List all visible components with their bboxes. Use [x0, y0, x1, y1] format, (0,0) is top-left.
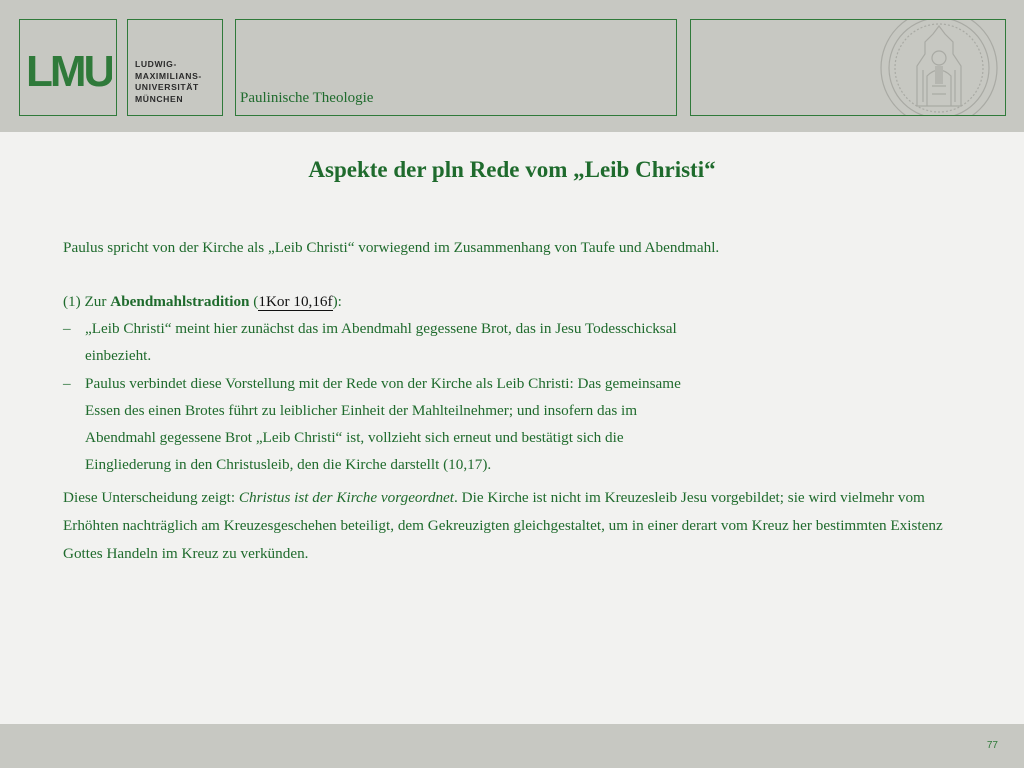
course-title-box: [235, 19, 677, 116]
closing-paragraph: [63, 484, 958, 568]
university-name-line: UNIVERSITÄT: [135, 82, 199, 92]
university-name-line: LUDWIG-: [135, 59, 177, 69]
bullet-item: [63, 370, 685, 479]
logo-box: [19, 19, 117, 116]
bullet-dash: –: [63, 374, 71, 392]
slide-content: [63, 234, 963, 568]
university-name-line: MÜNCHEN: [135, 93, 184, 104]
university-name: [135, 59, 202, 105]
intro-paragraph: Paulus spricht von der Kirche als „Leib Christi“ vorwiegend im Zusammenhang von Taufe und Abendmahl.: [63, 239, 720, 256]
section-bold-term: Abendmahlstradition: [110, 293, 250, 310]
section-prefix: (1) Zur: [63, 293, 111, 310]
bullet-text: Paulus verbindet diese Vorstellung mit der Rede von der Kirche als Leib Christi: Das gemeinsame Essen des einen Brotes führt zu leiblicher Einheit der Mahlteilnehmer; und insofern das im Abendmahl gegessene Brot „Leib Christi“ ist, vollzieht sich erneut und bestätigt sich die Eingliederung in den Christusleib, den die Kirche darstellt (10,17).: [85, 374, 681, 474]
closing-prefix: Diese Unterscheidung zeigt:: [63, 488, 239, 506]
section-suffix: ):: [332, 293, 342, 310]
footer-band: [0, 724, 1024, 768]
bullet-dash: –: [63, 320, 71, 337]
header-band: [0, 0, 1024, 132]
bullet-text: „Leib Christi“ meint hier zunächst das im Abendmahl gegessene Brot, das in Jesu Todesschicksal einbezieht.: [85, 320, 677, 365]
logo-text: LMU: [26, 50, 112, 90]
university-name-line: MAXIMILIANS-: [135, 70, 202, 81]
lmu-logo-icon: [26, 50, 112, 90]
closing-suffix: . Die Kirche ist nicht im Kreuzesleib Jesu vorgebildet; sie wird vielmehr vom Erhöhten nachträglich am Kreuzesgeschehen beteiligt, dem Gekreuzigten gleichgestaltet, um in einer derart vom Kreuz her bestimmten Existenz Gottes Handeln im Kreuz zu verkünden.: [63, 488, 943, 562]
bible-reference-link[interactable]: 1Kor 10,16f: [258, 293, 333, 310]
section-open-paren: (: [249, 293, 259, 310]
page-number: 77: [986, 740, 998, 751]
slide-title: Aspekte der pln Rede vom „Leib Christi“: [308, 157, 716, 182]
seal-box: [690, 19, 1006, 116]
closing-emphasis: Christus ist der Kirche vorgeordnet: [238, 488, 455, 506]
bullet-item: [63, 315, 685, 370]
course-title: Paulinische Theologie: [240, 90, 374, 106]
university-seal-icon: [877, 19, 1001, 116]
section-heading: [63, 288, 963, 315]
university-name-box: [127, 19, 223, 116]
